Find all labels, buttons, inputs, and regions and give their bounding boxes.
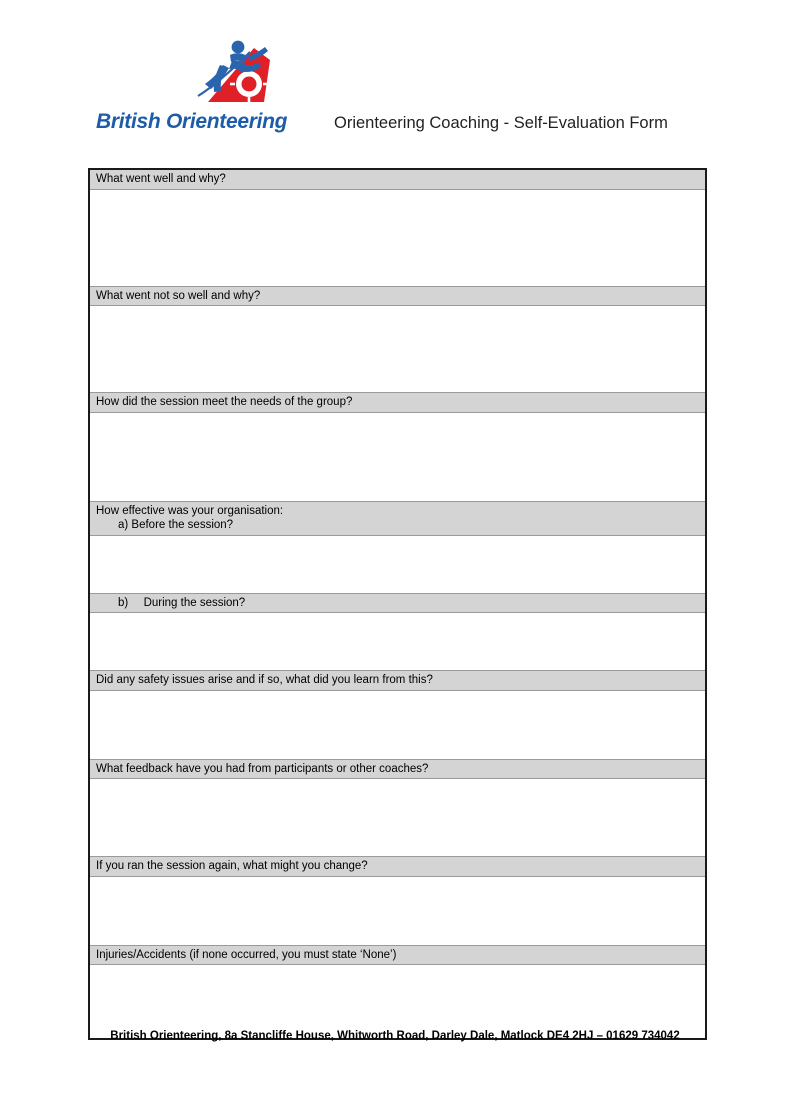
question-text: What went not so well and why?	[96, 289, 261, 302]
question-text: Did any safety issues arise and if so, what did you learn from this?	[96, 674, 433, 686]
form-question-header	[90, 170, 705, 190]
question-text: Injuries/Accidents (if none occurred, you must state ‘None’)	[96, 948, 397, 961]
form-answer-field[interactable]	[90, 691, 705, 759]
form-question-header	[90, 392, 705, 413]
question-text: How did the session meet the needs of the group?	[96, 396, 353, 408]
form-answer-field[interactable]	[90, 965, 705, 1038]
form-question-header	[90, 945, 705, 966]
form-answer-field[interactable]	[90, 536, 705, 593]
question-text-line-2: a) Before the session?	[118, 519, 234, 531]
form-question-header	[90, 759, 705, 780]
form-question-header	[90, 286, 705, 307]
question-text: What feedback have you had from participants or other coaches?	[96, 762, 429, 775]
form-answer-field[interactable]	[90, 779, 705, 856]
document-masthead	[0, 0, 790, 160]
orienteering-runner-icon	[192, 34, 284, 110]
form-answer-field[interactable]	[90, 413, 705, 501]
form-question-header	[90, 856, 705, 877]
footer-contact-details: British Orienteering, 8a Stancliffe House, Whitworth Road, Darley Dale, Matlock DE4 2HJ – 01629 734042	[110, 1030, 680, 1042]
question-text: What went well and why?	[96, 173, 226, 185]
form-question-header	[90, 670, 705, 691]
question-text: If you ran the session again, what might you change?	[96, 860, 368, 872]
form-question-header	[90, 593, 705, 614]
form-question-header	[90, 501, 705, 536]
self-evaluation-form-table	[88, 168, 707, 1040]
british-orienteering-logo	[96, 34, 288, 138]
page-title: Orienteering Coaching - Self-Evaluation Form	[334, 114, 668, 132]
form-answer-field[interactable]	[90, 613, 705, 670]
question-text: b) During the session?	[118, 596, 246, 609]
brand-wordmark: British Orienteering	[96, 110, 288, 133]
form-answer-field[interactable]	[90, 190, 705, 286]
question-text: How effective was your organisation:	[96, 504, 284, 517]
form-answer-field[interactable]	[90, 306, 705, 392]
form-answer-field[interactable]	[90, 877, 705, 945]
